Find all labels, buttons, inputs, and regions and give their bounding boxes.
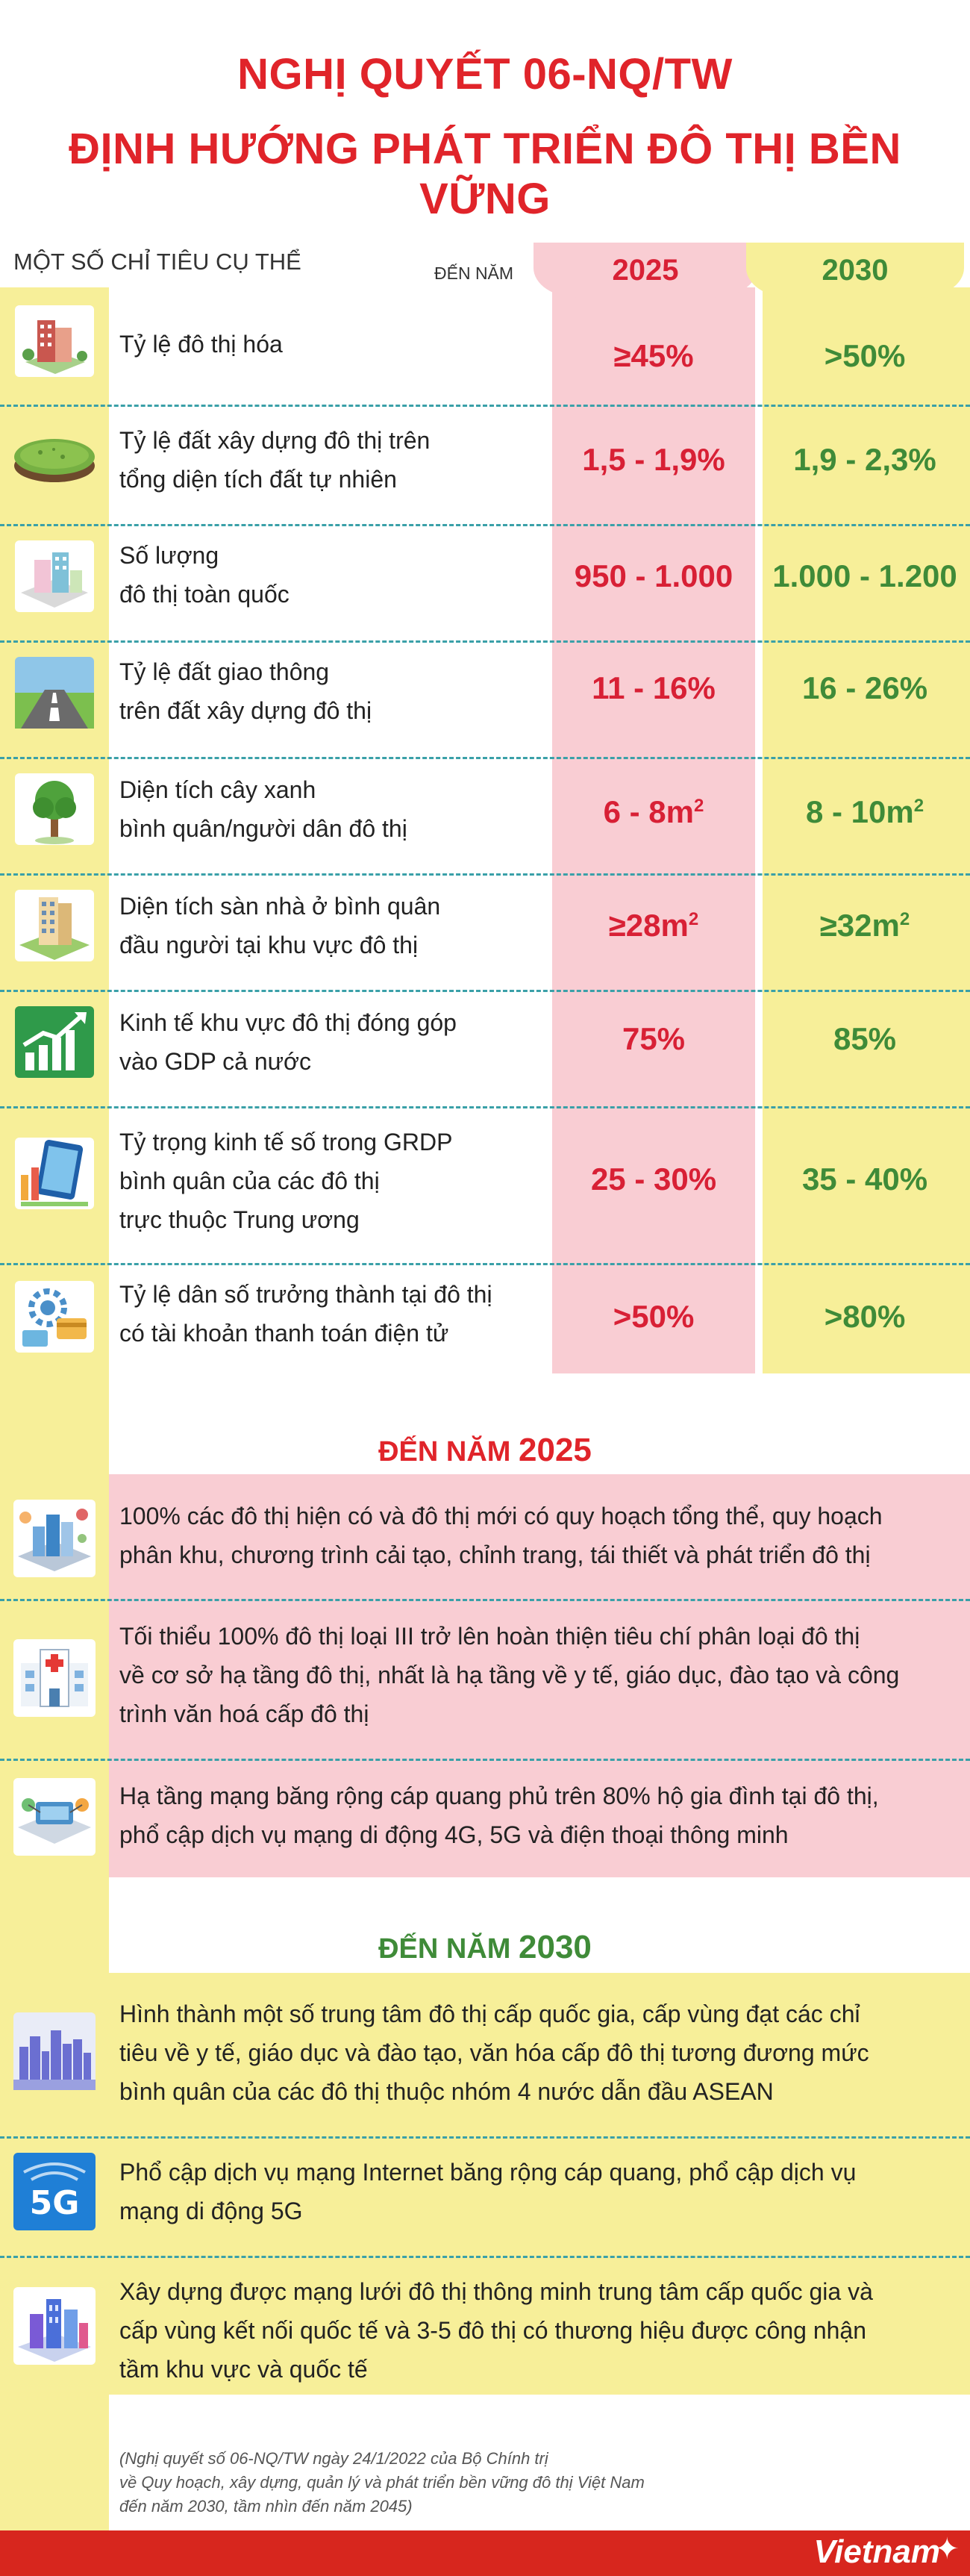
value-2025-text: 11 - 16%: [592, 670, 716, 705]
value-2025-text: ≥28m: [608, 908, 689, 943]
urban-block-icon: [10, 537, 98, 615]
indicator-label: [119, 652, 537, 730]
row-divider: [0, 2136, 970, 2139]
indicator-label-line: đô thị toàn quốc: [119, 581, 290, 608]
heading-year: 2025: [519, 1432, 592, 1468]
goal-text-line: bình quân của các đô thị thuộc nhóm 4 nước dẫn đầu ASEAN: [119, 2078, 774, 2105]
goal-text-line: Tối thiểu 100% đô thị loại III trở lên hoàn thiện tiêu chí phân loại đô thị: [119, 1623, 860, 1650]
value-2025-text: 1,5 - 1,9%: [582, 442, 725, 477]
heading-year: 2030: [519, 1929, 592, 1965]
heading-prefix: ĐẾN NĂM: [378, 1436, 511, 1468]
value-2030: [760, 1161, 970, 1197]
value-2025-text: 950 - 1.000: [574, 558, 733, 593]
value-2025-text: 25 - 30%: [590, 1161, 717, 1197]
row-divider: [0, 1106, 970, 1108]
indicator-label-line: Diện tích sàn nhà ở bình quân: [119, 893, 441, 920]
goal-text-line: về cơ sở hạ tầng đô thị, nhất là hạ tầng về y tế, giáo dục, đào tạo và công: [119, 1662, 900, 1688]
indicator-label-line: tổng diện tích đất tự nhiên: [119, 466, 397, 493]
indicator-label-line: trực thuộc Trung ương: [119, 1206, 360, 1233]
goal-text: [119, 2272, 955, 2389]
road-icon: [10, 654, 98, 732]
indicator-label: [119, 887, 537, 964]
row-divider: [0, 1759, 970, 1761]
smart-towers-icon: [10, 2284, 98, 2368]
indicator-label: [119, 1275, 537, 1353]
row-divider: [0, 757, 970, 759]
indicator-label: [119, 1123, 537, 1239]
goal-text-line: Hạ tầng mạng băng rộng cáp quang phủ trên 80% hộ gia đình tại đô thị,: [119, 1783, 879, 1809]
row-divider: [0, 990, 970, 992]
value-2025: [552, 908, 755, 944]
heading-prefix: ĐẾN NĂM: [378, 1933, 511, 1965]
row-divider: [0, 1263, 970, 1265]
indicator-label-line: Tỷ lệ đất giao thông: [119, 658, 330, 685]
value-2030: [760, 670, 970, 706]
tablet-chart-icon: [10, 1135, 98, 1212]
indicator-label-line: Tỷ lệ đô thị hóa: [119, 331, 283, 358]
goal-text-line: phổ cập dịch vụ mạng di động 4G, 5G và điện thoại thông minh: [119, 1821, 789, 1848]
row-divider: [0, 2256, 970, 2258]
value-2025: [552, 338, 755, 374]
value-2030-text: 1,9 - 2,3%: [793, 442, 936, 477]
value-2025-text: ≥45%: [613, 338, 694, 373]
value-2030-text: 1.000 - 1.200: [772, 558, 957, 593]
goal-text-line: phân khu, chương trình cải tạo, chỉnh trang, tái thiết và phát triển đô thị: [119, 1541, 871, 1568]
row-divider: [0, 873, 970, 876]
value-2030-text: 8 - 10m: [805, 794, 914, 829]
value-2025: [552, 442, 755, 478]
indicator-label-line: đầu người tại khu vực đô thị: [119, 932, 419, 958]
5g-icon: [10, 2150, 98, 2233]
source-line: (Nghị quyết số 06-NQ/TW ngày 24/1/2022 của Bộ Chính trị: [119, 2449, 548, 2468]
value-2025: [552, 794, 755, 830]
indicator-label: [119, 1003, 537, 1081]
goal-text: [119, 1777, 955, 1854]
heading-2025: [0, 1432, 970, 1469]
tab-2025: 2025: [534, 243, 757, 298]
value-2030: [760, 908, 970, 944]
source-line: đến năm 2030, tầm nhìn đến năm 2045): [119, 2497, 413, 2516]
row-divider: [0, 1599, 970, 1601]
value-2030-text: >50%: [824, 338, 906, 373]
indicator-label-line: Tỷ lệ đất xây dựng đô thị trên: [119, 427, 431, 454]
value-2030-text: 85%: [833, 1021, 897, 1056]
indicator-label-line: Tỷ trọng kinh tế số trong GRDP: [119, 1129, 453, 1156]
value-2030-text: ≥32m: [819, 908, 900, 943]
indicator-label-line: Kinh tế khu vực đô thị đóng góp: [119, 1009, 457, 1036]
indicator-label-line: Số lượng: [119, 542, 219, 569]
smart-city-icon: [10, 1497, 98, 1580]
source-note: [119, 2447, 672, 2519]
value-2025: [552, 1299, 755, 1335]
value-2030-text: >80%: [824, 1299, 906, 1334]
goal-text: [119, 1617, 955, 1733]
value-2030: [760, 794, 970, 830]
value-superscript: 2: [913, 796, 924, 816]
value-2030: [760, 1299, 970, 1335]
goal-text-line: Hình thành một số trung tâm đô thị cấp quốc gia, cấp vùng đạt các chỉ: [119, 2000, 860, 2027]
goal-text: [119, 1995, 955, 2111]
indicator-label-line: có tài khoản thanh toán điện tử: [119, 1320, 449, 1347]
section-label: MỘT SỐ CHỈ TIÊU CỤ THỂ: [13, 249, 301, 275]
value-superscript: 2: [688, 909, 699, 929]
value-2025: [552, 558, 755, 594]
indicator-label-line: trên đất xây dựng đô thị: [119, 697, 372, 724]
network-icon: [10, 1775, 98, 1859]
star-icon: ✦: [934, 2533, 960, 2566]
tab-2030: 2030: [746, 243, 964, 298]
value-2025-text: 75%: [622, 1021, 686, 1056]
indicator-label-line: bình quân của các đô thị: [119, 1167, 380, 1194]
goal-text-line: tiêu về y tế, giáo dục và đào tạo, văn hóa cấp đô thị tương đương mức: [119, 2039, 869, 2066]
goal-text-line: trình văn hoá cấp đô thị: [119, 1700, 369, 1727]
land-patch-icon: [10, 420, 98, 497]
digital-payment-icon: [10, 1278, 98, 1356]
goal-text-line: mạng di động 5G: [119, 2198, 303, 2224]
row-divider: [0, 524, 970, 526]
value-2030: [760, 442, 970, 478]
indicator-label-line: Diện tích cây xanh: [119, 776, 316, 803]
row-divider: [0, 405, 970, 407]
goal-text-line: cấp vùng kết nối quốc tế và 3-5 đô thị có thương hiệu được công nhận: [119, 2317, 867, 2344]
apartment-icon: [10, 887, 98, 964]
skyline-icon: [10, 2009, 98, 2093]
page-title-line1: NGHỊ QUYẾT 06-NQ/TW: [237, 50, 733, 99]
den-nam-label: ĐẾN NĂM: [434, 263, 514, 283]
value-2025: [552, 670, 755, 706]
goal-text: [119, 1497, 955, 1574]
source-line: về Quy hoạch, xây dựng, quản lý và phát triển bền vững đô thị Việt Nam: [119, 2473, 645, 2492]
goal-text-line: tầm khu vực và quốc tế: [119, 2356, 368, 2383]
value-2030-text: 35 - 40%: [801, 1161, 928, 1197]
value-superscript: 2: [899, 909, 910, 929]
goal-text-line: Phổ cập dịch vụ mạng Internet băng rộng cáp quang, phổ cập dịch vụ: [119, 2159, 857, 2186]
value-2025: [552, 1021, 755, 1057]
value-2025-text: 6 - 8m: [603, 794, 695, 829]
indicator-label-line: Tỷ lệ dân số trưởng thành tại đô thị: [119, 1281, 492, 1308]
hospital-icon: [10, 1636, 98, 1720]
goal-text-line: 100% các đô thị hiện có và đô thị mới có quy hoạch tổng thể, quy hoạch: [119, 1503, 883, 1529]
indicator-label-line: bình quân/người dân đô thị: [119, 815, 407, 842]
indicator-label-line: vào GDP cả nước: [119, 1048, 312, 1075]
indicator-label: [119, 770, 537, 848]
goal-text-line: Xây dựng được mạng lưới đô thị thông minh trung tâm cấp quốc gia và: [119, 2278, 873, 2305]
heading-2030: [0, 1929, 970, 1966]
brand-logo: Vietnam: [813, 2533, 940, 2570]
page-title-line2: ĐỊNH HƯỚNG PHÁT TRIỂN ĐÔ THỊ BỀN VỮNG: [69, 125, 901, 223]
tree-icon: [10, 770, 98, 848]
indicator-label: [119, 536, 537, 614]
value-2030: [760, 1021, 970, 1057]
value-2025-text: >50%: [613, 1299, 695, 1334]
value-2030: [760, 338, 970, 374]
indicator-label: [119, 325, 537, 364]
footer-bar: [0, 2530, 970, 2576]
value-2030-text: 16 - 26%: [801, 670, 928, 705]
goal-text: [119, 2153, 955, 2230]
city-buildings-icon: [10, 302, 98, 380]
row-divider: [0, 640, 970, 643]
value-2030: [760, 558, 970, 594]
value-superscript: 2: [694, 796, 704, 816]
growth-chart-icon: [10, 1003, 98, 1081]
5g-icon-text: 5G: [29, 2184, 80, 2222]
indicator-label: [119, 421, 537, 499]
value-2025: [552, 1161, 755, 1197]
